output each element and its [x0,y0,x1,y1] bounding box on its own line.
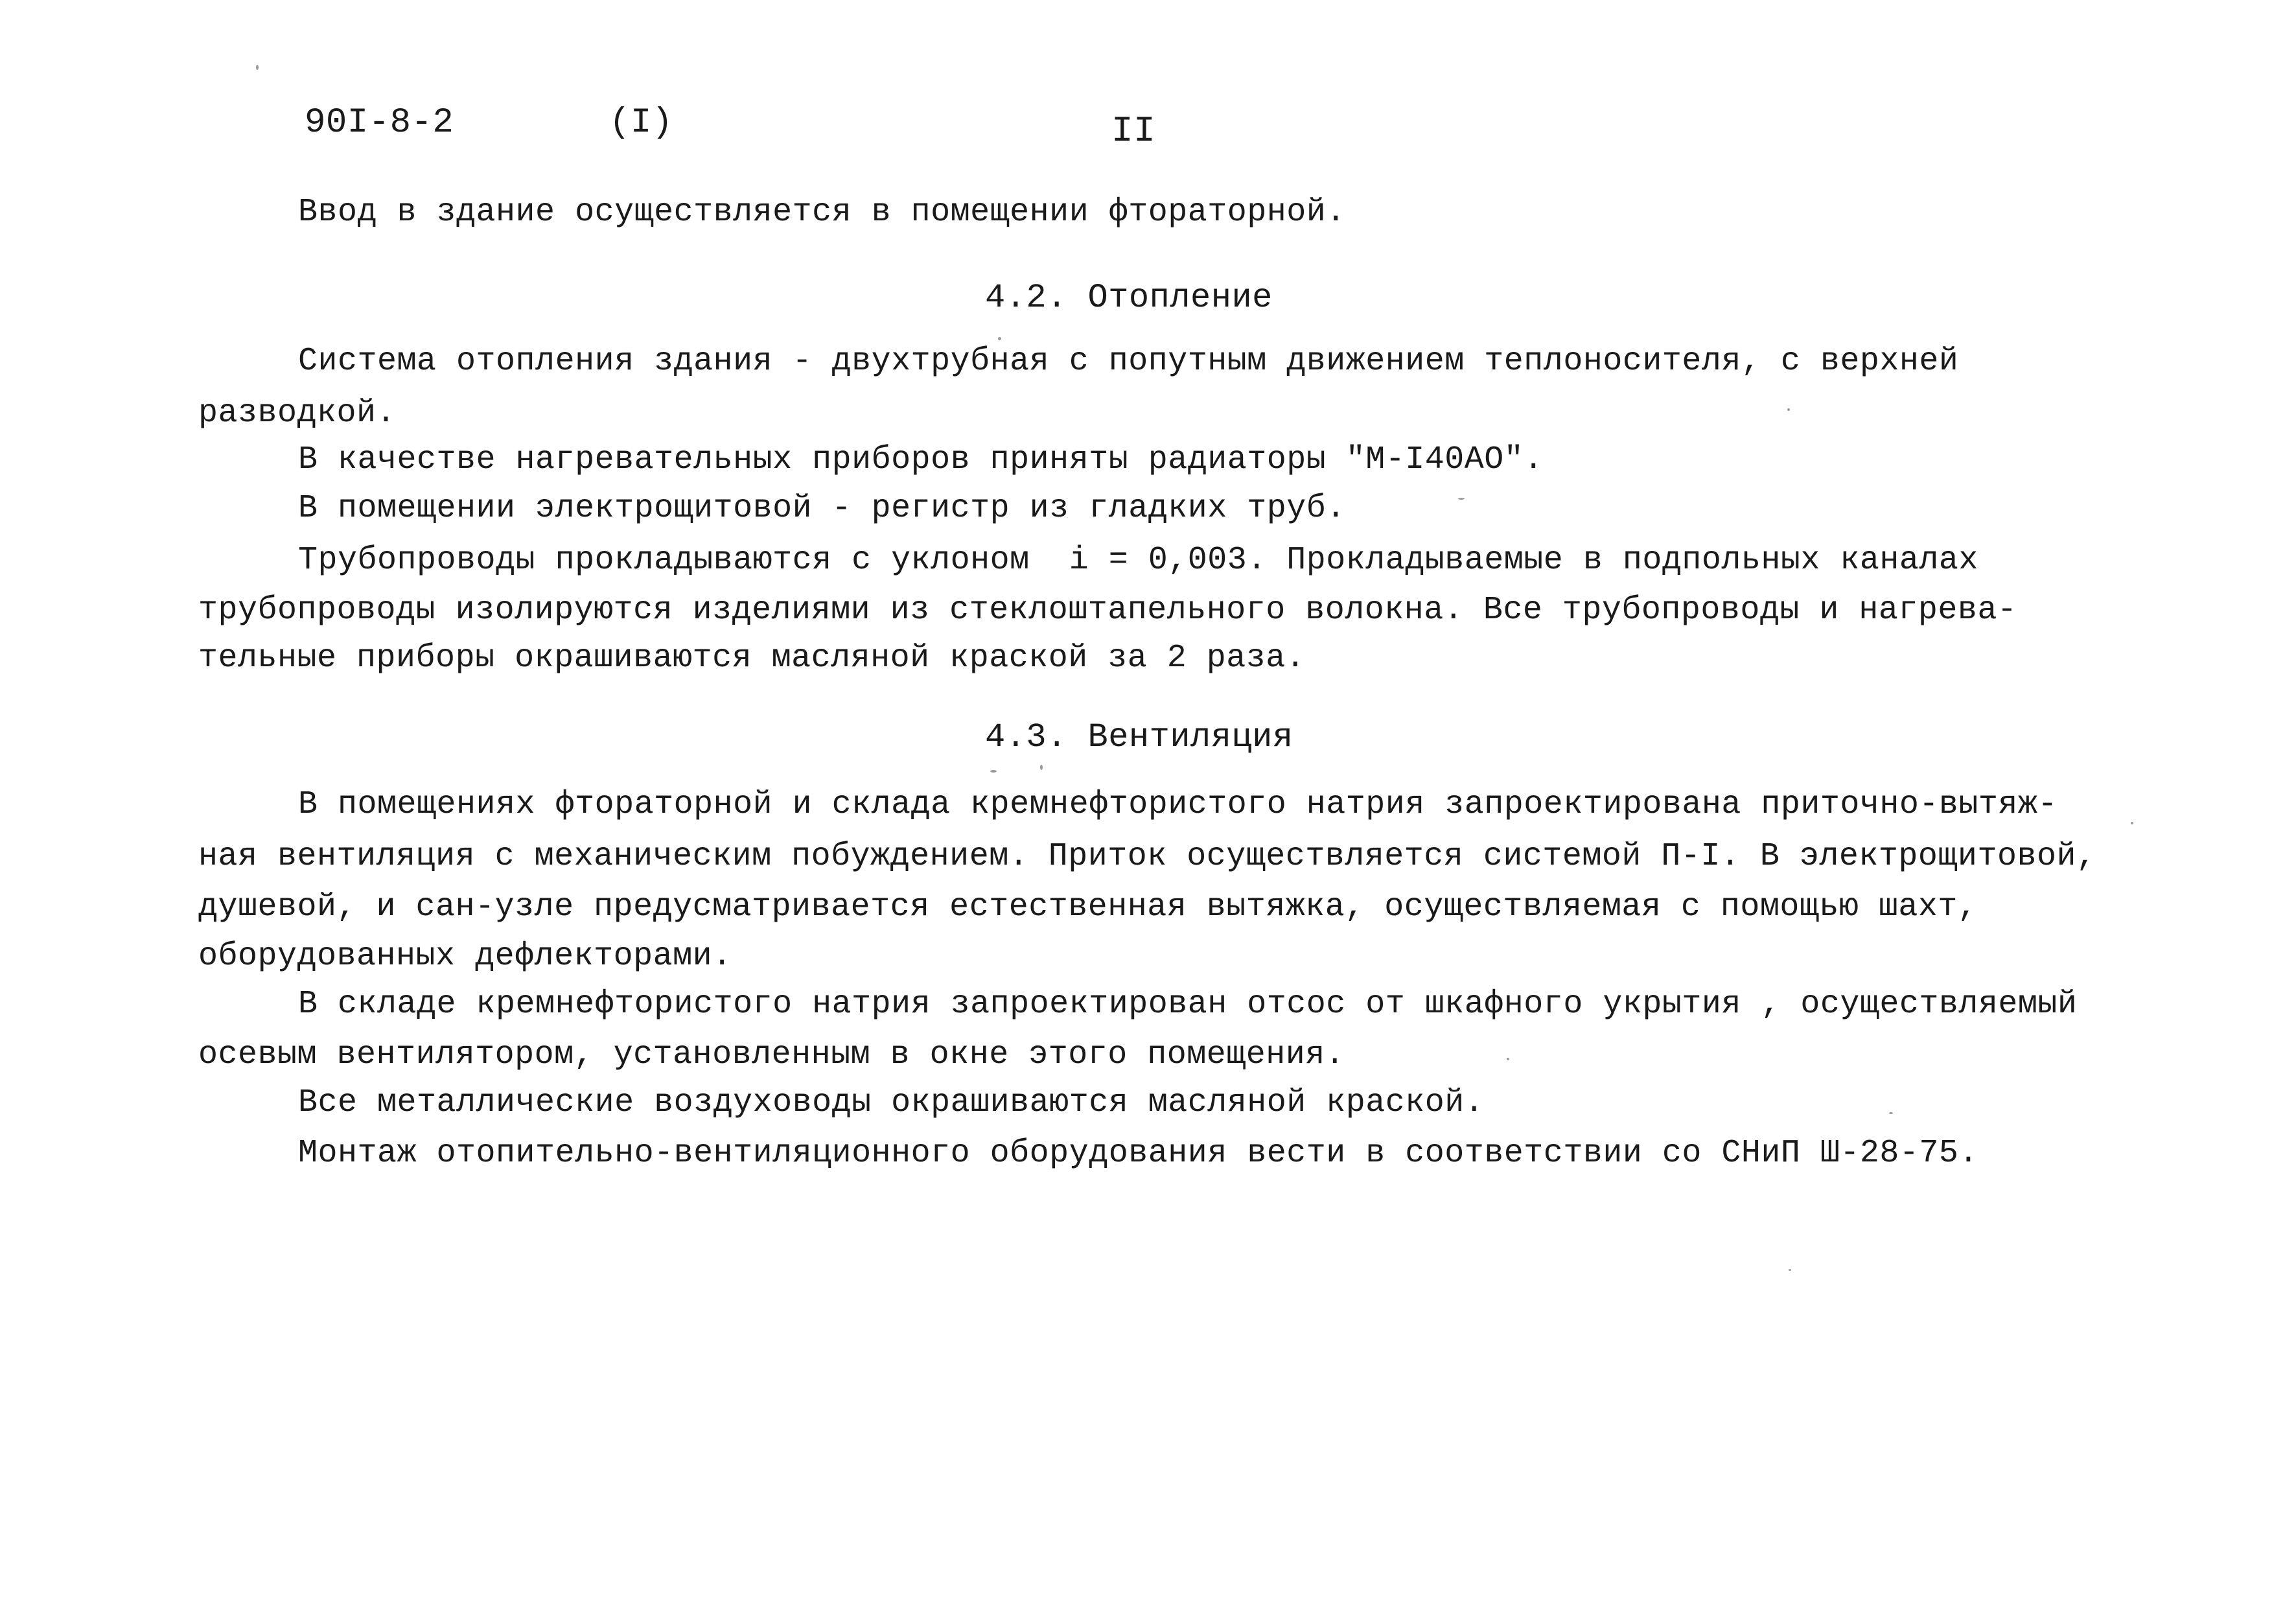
scan-speck [1458,498,1465,500]
scan-speck [1787,408,1790,411]
text-line: Ввод в здание осуществляется в помещении фтораторной. [298,194,1346,231]
document-number: (I) [609,103,673,143]
scan-speck [1789,1269,1791,1271]
text-line: Трубопроводы прокладываются с уклоном i = 0,003. Прокладываемые в подпольных каналах [298,542,1978,579]
page-number: II [1111,110,1156,152]
text-line: тельные приборы окрашиваются масляной краской за 2 раза. [198,640,1306,677]
text-line: трубопроводы изолируются изделиями из стеклоштапельного волокна. Все трубопроводы и нагрева- [198,592,2017,629]
scan-speck [256,65,259,70]
text-line: осевым вентилятором, установленным в окне этого помещения. [198,1036,1345,1073]
text-line: В складе кремнефтористого натрия запроектирован отсос от шкафного укрытия , осуществляемый [298,986,2078,1023]
scan-speck [1889,1112,1893,1114]
text-line: Система отопления здания - двухтрубная с попутным движением теплоносителя, с верхней [298,343,1959,380]
text-line: Монтаж отопительно-вентиляционного оборудования вести в соответствии со СНиП Ш-28-75. [298,1135,1978,1172]
text-line: В помещениях фтораторной и склада кремнефтористого натрия запроектирована приточно-вытяж- [298,786,2058,823]
document-code: 90I-8-2 [305,103,454,143]
text-line: оборудованных дефлекторами. [198,938,732,975]
section-heading-heating: 4.2. Отопление [985,279,1273,317]
text-line: разводкой. [198,395,397,432]
section-heading-ventilation: 4.3. Вентиляция [985,718,1293,756]
scan-speck [1507,1058,1509,1060]
scan-speck [2131,822,2133,824]
text-line: ная вентиляция с механическим побуждением. Приток осуществляется системой П-I. В электрощитовой, [198,838,2096,875]
scan-speck [1040,765,1043,770]
text-line: Все металлические воздуховоды окрашиваются масляной краской. [298,1084,1485,1121]
text-line: В качестве нагревательных приборов приняты радиаторы "М-I40АО". [298,441,1544,478]
text-line: В помещении электрощитовой - регистр из гладких труб. [298,490,1346,527]
scan-speck [990,770,997,773]
text-line: душевой, и сан-узле предусматривается естественная вытяжка, осуществляемая с помощью шахт, [198,889,1978,926]
scan-speck [998,337,1001,340]
